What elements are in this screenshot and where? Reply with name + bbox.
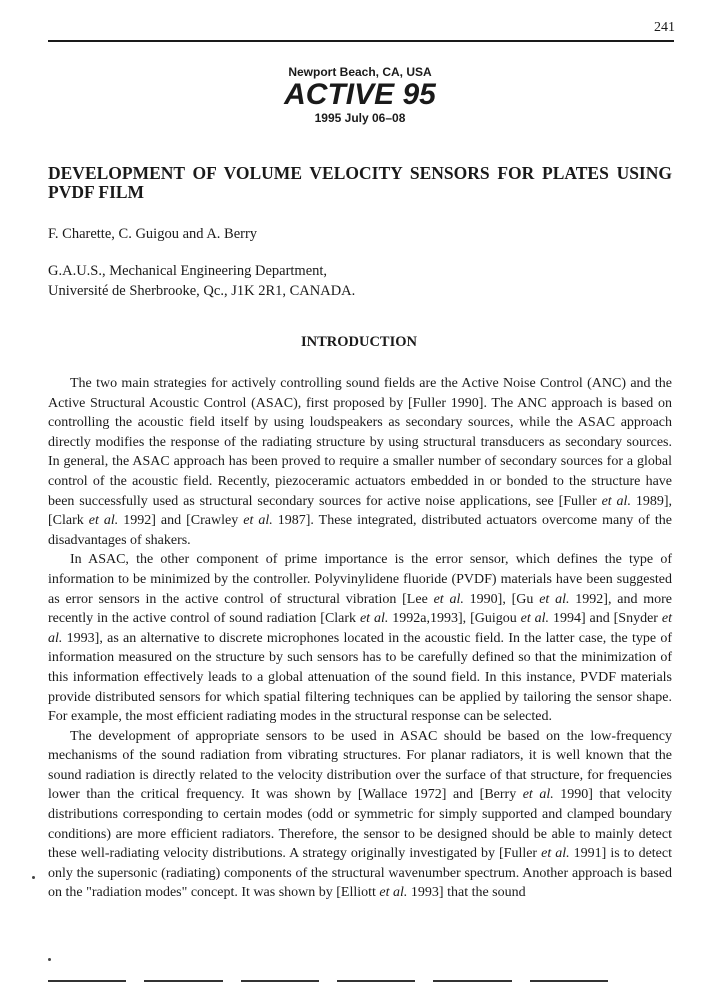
paragraph-text-run: 1992], and more recently in the active control of sound radiation [Clark — [48, 591, 672, 627]
paragraph-text-run: 1992a,1993], [Guigou — [388, 611, 521, 627]
paragraph-text-run: 1994] and [Snyder — [549, 611, 662, 627]
paragraph-text-run: 1992] and [Crawley — [118, 513, 244, 529]
stray-scan-mark — [32, 876, 35, 879]
paragraph-text-run: 1989], [Clark — [48, 493, 672, 529]
introduction-body — [48, 374, 672, 903]
citation-et-al: et al. — [359, 611, 389, 627]
footer-rule-segment — [337, 980, 415, 982]
citation-et-al: et al. — [433, 591, 464, 607]
citation-et-al: et al. — [48, 611, 672, 646]
paragraph-text-run: The two main strategies for actively controlling sound fields are the Active Noise Control (ANC) and the Active Structural Acoustic Control (ASAC), first proposed by [Fuller 1990]. The ANC approach is based on controlling the acoustic field itself by using loudspeakers as secondary sources, while the ASAC approach directly modifies the response of the radiating structure by using structural transducers as secondary sources. In general, the ASAC approach has been proved to require a smaller number of secondary sources for a global control of the acoustic field. Recently, piezoceramic actuators embedded in or bonded to the structure have been successfully used as structural secondary sources for active noise applications, see [Fuller — [48, 376, 672, 509]
conference-name: ACTIVE 95 — [284, 78, 436, 111]
citation-et-al: et al. — [541, 846, 570, 862]
paragraph-text-run: 1990] that velocity distributions corresponding to certain modes (odd or symmetric for simply supported and clamped boundary conditions) are more efficient radiators. Therefore, the sensor to be designed should be able to mainly detect these well-radiating velocity distributions. A strategy originally investigated by [Fuller — [48, 787, 672, 862]
conference-dates: 1995 July 06–08 — [314, 111, 406, 125]
footer-rule-segment — [530, 980, 608, 982]
page-number: 241 — [654, 20, 675, 35]
footer-scan-rules — [48, 980, 608, 982]
conference-location: Newport Beach, CA, USA — [288, 65, 432, 79]
paper-title: DEVELOPMENT OF VOLUME VELOCITY SENSORS FOR PLATES USING PVDF FILM — [48, 163, 672, 202]
citation-et-al: et al. — [520, 611, 550, 627]
intro-paragraph — [48, 374, 672, 550]
paragraph-text-run: 1987]. These integrated, distributed actuators overcome many of the disadvantages of shakers. — [48, 513, 673, 548]
affiliation-line-1: G.A.U.S., Mechanical Engineering Department, — [48, 263, 328, 279]
paper-affiliation — [48, 261, 355, 301]
paragraph-text-run: 1993], as an alternative to discrete microphones located in the acoustic field. In the latter case, the type of information measured on the structure by such sensors has to be carefully defined so that the minimization of this information effectively leads to a global attenuation of the sound field. In this instance, PVDF materials provide distributed sensors for which spatial filtering techniques can be applied by tailoring the sensor shape. For example, the most efficient radiating modes in the structural response can be selected. — [48, 630, 672, 725]
footer-rule-segment — [433, 980, 511, 982]
footer-rule-segment — [144, 980, 222, 982]
intro-paragraph — [48, 550, 672, 726]
header-rule — [48, 40, 674, 42]
paragraph-text-run: The development of appropriate sensors to be used in ASAC should be based on the low-frequency mechanisms of the sound radiation from vibrating structures. For planar radiators, it is well known that the sound radiation is directly related to the velocity distribution over the surface of that structure, for frequencies lower than the critical frequency. It was shown by [Wallace 1972] and [Berry — [48, 728, 672, 803]
paragraph-text-run: 1993] that the sound — [407, 885, 526, 901]
footer-rule-segment — [48, 980, 126, 982]
citation-et-al: et al. — [243, 513, 273, 529]
footer-rule-segment — [241, 980, 319, 982]
paragraph-text-run: In ASAC, the other component of prime importance is the error sensor, which defines the type of information to be minimized by the controller. Polyvinylidene fluoride (PVDF) materials have been suggested as error sensors in the active control of structural vibration [Lee — [48, 552, 672, 607]
citation-et-al: et al. — [522, 787, 554, 803]
citation-et-al: et al. — [379, 885, 408, 901]
citation-et-al: et al. — [539, 591, 570, 607]
paragraph-text-run: 1990], [Gu — [463, 591, 540, 607]
paragraph-text-run: 1991] is to detect only the supersonic (radiating) components of the structural wavenumber spectrum. Another approach is based on the "radiation modes" concept. It was shown by [Elliott — [48, 846, 672, 901]
affiliation-line-2: Université de Sherbrooke, Qc., J1K 2R1, CANADA. — [48, 283, 356, 299]
conference-block — [0, 64, 706, 126]
paper-authors: F. Charette, C. Guigou and A. Berry — [48, 226, 258, 242]
intro-paragraph — [48, 727, 672, 903]
citation-et-al: et al. — [88, 513, 119, 529]
section-heading-introduction: INTRODUCTION — [300, 334, 417, 350]
citation-et-al: et al. — [601, 493, 631, 509]
stray-scan-mark — [48, 958, 51, 961]
